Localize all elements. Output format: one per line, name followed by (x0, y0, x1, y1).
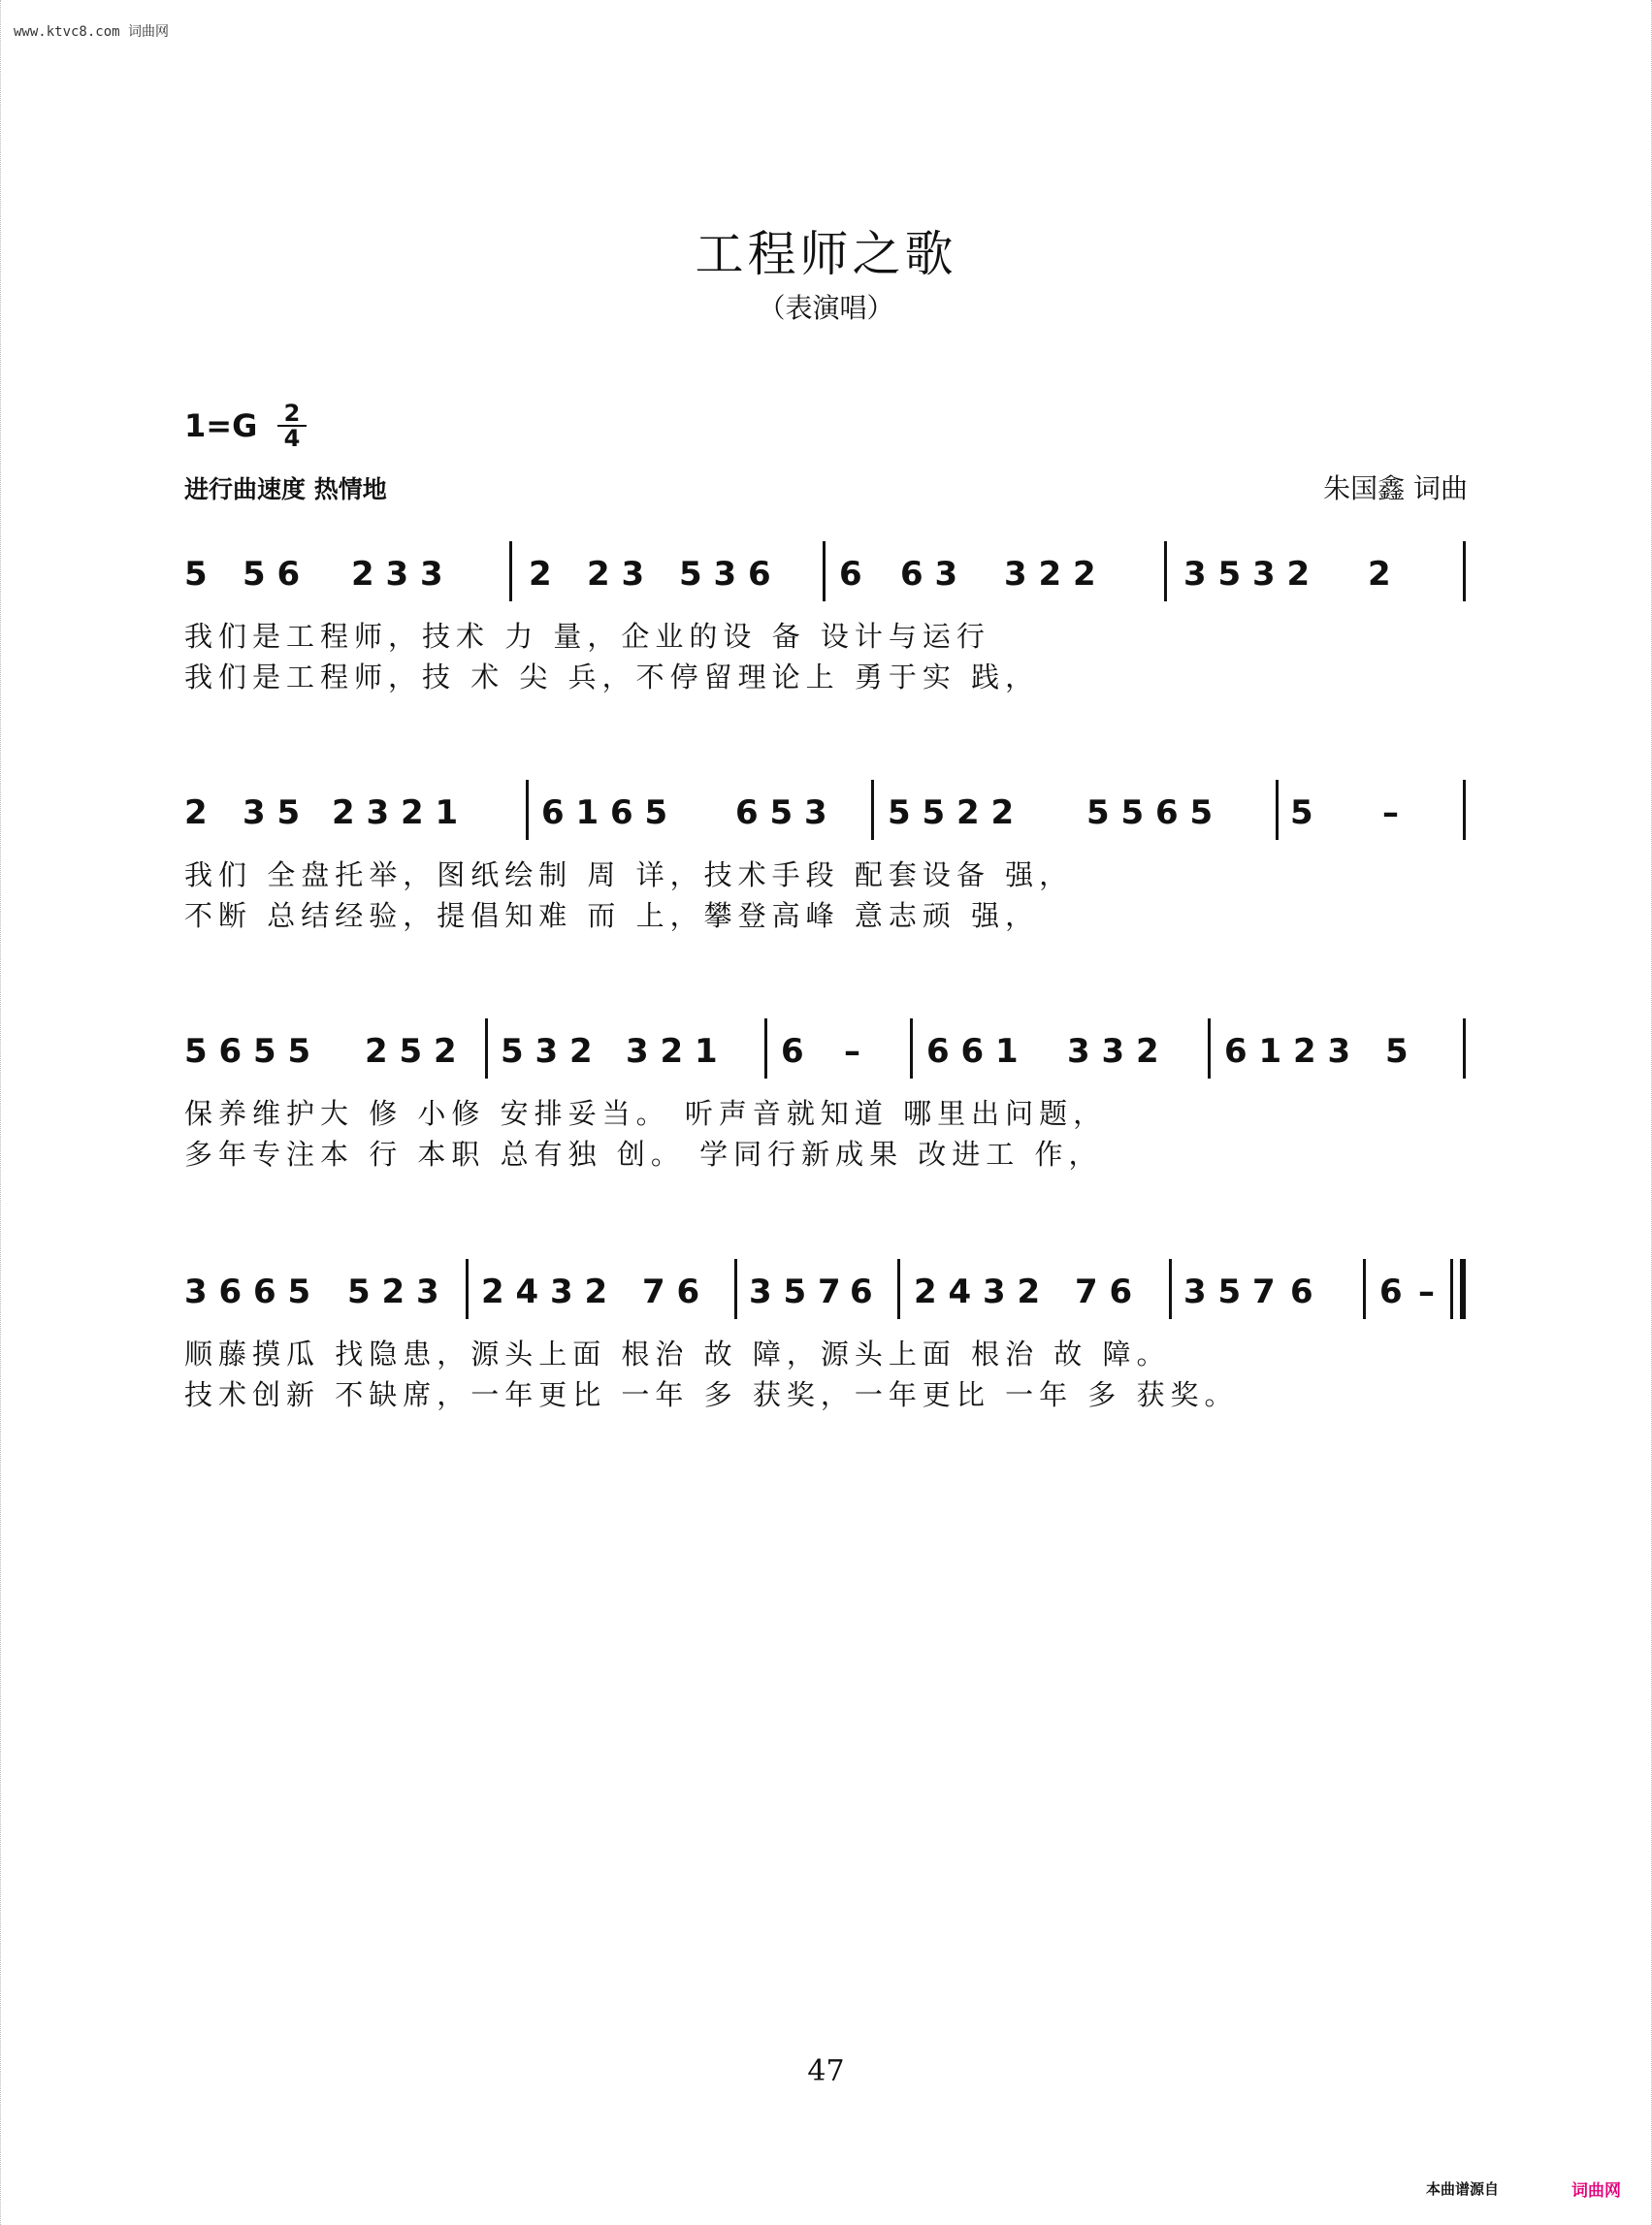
lyrics-verse-2: 多年专注本 行 本职 总有独 创。 学同行新成果 改进工 作， (184, 1138, 1103, 1171)
page-number: 47 (807, 2054, 845, 2088)
barline (526, 780, 529, 840)
note-group: 5 (1290, 793, 1313, 832)
barline (1463, 780, 1466, 840)
composer-credit: 朱国鑫 词曲 (1323, 472, 1468, 504)
note-group: – (1382, 793, 1399, 832)
barline (823, 541, 826, 601)
final-barline-thin (1450, 1259, 1453, 1319)
note-group: – (1418, 1273, 1435, 1311)
note-group: 3 5 3 2 (1183, 555, 1311, 594)
note-group: 2 4 3 2 (481, 1273, 608, 1311)
note-group: 2 (184, 793, 208, 832)
barline (871, 780, 874, 840)
tempo-marking: 进行曲速度 热情地 (184, 475, 387, 503)
note-group: 2 3 2 1 (332, 793, 459, 832)
note-group: 3 2 1 (626, 1032, 718, 1071)
lyrics-verse-1: 顺藤摸瓜 找隐患，源头上面 根治 故 障，源头上面 根治 故 障。 (184, 1338, 1171, 1370)
note-group: 3 2 2 (1004, 555, 1096, 594)
note-group: 2 3 (587, 555, 645, 594)
note-group: 5 3 6 (679, 555, 771, 594)
note-group: 6 6 1 (926, 1032, 1019, 1071)
song-title: 工程师之歌 (695, 226, 957, 282)
note-group: 6 3 (900, 555, 958, 594)
right-margin-strip (1637, 0, 1652, 2225)
lyrics-verse-1: 我们是工程师，技术 力 量，企业的设 备 设计与运行 (184, 620, 990, 653)
notation-row (184, 1032, 1470, 1090)
barline (1208, 1018, 1211, 1079)
note-group: 5 6 (243, 555, 301, 594)
barline (1363, 1259, 1366, 1319)
note-group: 6 (839, 555, 862, 594)
source-url[interactable]: www.ktvc8.com 词曲网 (14, 24, 170, 40)
barline (734, 1259, 737, 1319)
score-line-2 (184, 793, 1470, 978)
footer-site-logo[interactable]: 词曲网 (1571, 2181, 1621, 2201)
barline (897, 1259, 900, 1319)
note-group: 3 5 (243, 793, 301, 832)
time-signature (277, 402, 307, 450)
time-numerator: 2 (277, 402, 307, 427)
note-group: 5 (184, 555, 208, 594)
note-group: 6 1 2 3 (1224, 1032, 1351, 1071)
barline (1463, 1018, 1466, 1079)
note-group: 6 5 3 (735, 793, 827, 832)
lyrics-verse-2: 技术创新 不缺席，一年更比 一年 多 获奖，一年更比 一年 多 获奖。 (184, 1378, 1239, 1411)
note-group: 5 5 6 5 (1086, 793, 1214, 832)
note-group: 3 5 7 (1183, 1273, 1276, 1311)
barline (1164, 541, 1167, 601)
note-group: 2 (1368, 555, 1391, 594)
note-group: 2 3 3 (351, 555, 443, 594)
lyrics-verse-2: 不断 总结经验，提倡知难 而 上，攀登高峰 意志顽 强， (184, 899, 1040, 932)
barline (1169, 1259, 1172, 1319)
note-group: 7 6 (642, 1273, 700, 1311)
note-group: 3 6 6 5 (184, 1273, 311, 1311)
note-group: 6 (1290, 1273, 1313, 1311)
note-group: 6 1 6 5 (541, 793, 668, 832)
note-group: 2 5 2 (365, 1032, 457, 1071)
barline (1276, 780, 1279, 840)
note-group: – (844, 1032, 860, 1071)
note-group: 5 2 3 (347, 1273, 439, 1311)
notation-row (184, 555, 1470, 613)
barline (509, 541, 512, 601)
note-group: 6 (1379, 1273, 1403, 1311)
note-group: 5 5 2 2 (888, 793, 1015, 832)
barline (1463, 541, 1466, 601)
note-group: 5 3 2 (501, 1032, 593, 1071)
note-group: 5 6 5 5 (184, 1032, 311, 1071)
score-line-1 (184, 555, 1470, 739)
note-group: 3 5 7 (749, 1273, 841, 1311)
notation-row (184, 1273, 1470, 1331)
left-margin-strip (0, 0, 15, 2225)
score-line-4 (184, 1273, 1470, 1457)
song-subtitle: （表演唱） (758, 292, 894, 324)
barline (910, 1018, 913, 1079)
final-barline-thick (1460, 1259, 1466, 1319)
note-group: 6 (850, 1273, 873, 1311)
lyrics-verse-2: 我们是工程师，技 术 尖 兵，不停留理论上 勇于实 践， (184, 661, 1040, 693)
note-group: 3 3 2 (1067, 1032, 1159, 1071)
notation-row (184, 793, 1470, 852)
barline (485, 1018, 488, 1079)
time-denominator: 4 (283, 425, 301, 452)
key-signature: 1=G (184, 407, 258, 444)
lyrics-verse-1: 我们 全盘托举，图纸绘制 周 详，技术手段 配套设备 强， (184, 858, 1074, 891)
note-group: 2 4 3 2 (914, 1273, 1041, 1311)
note-group: 6 (781, 1032, 804, 1071)
lyrics-verse-1: 保养维护大 修 小修 安排妥当。 听声音就知道 哪里出问题， (184, 1097, 1108, 1130)
barline (466, 1259, 469, 1319)
score-line-3 (184, 1032, 1470, 1216)
note-group: 2 (529, 555, 552, 594)
note-group: 7 6 (1075, 1273, 1133, 1311)
footer-source-label: 本曲谱源自 (1426, 2180, 1500, 2198)
note-group: 5 (1385, 1032, 1409, 1071)
barline (764, 1018, 767, 1079)
